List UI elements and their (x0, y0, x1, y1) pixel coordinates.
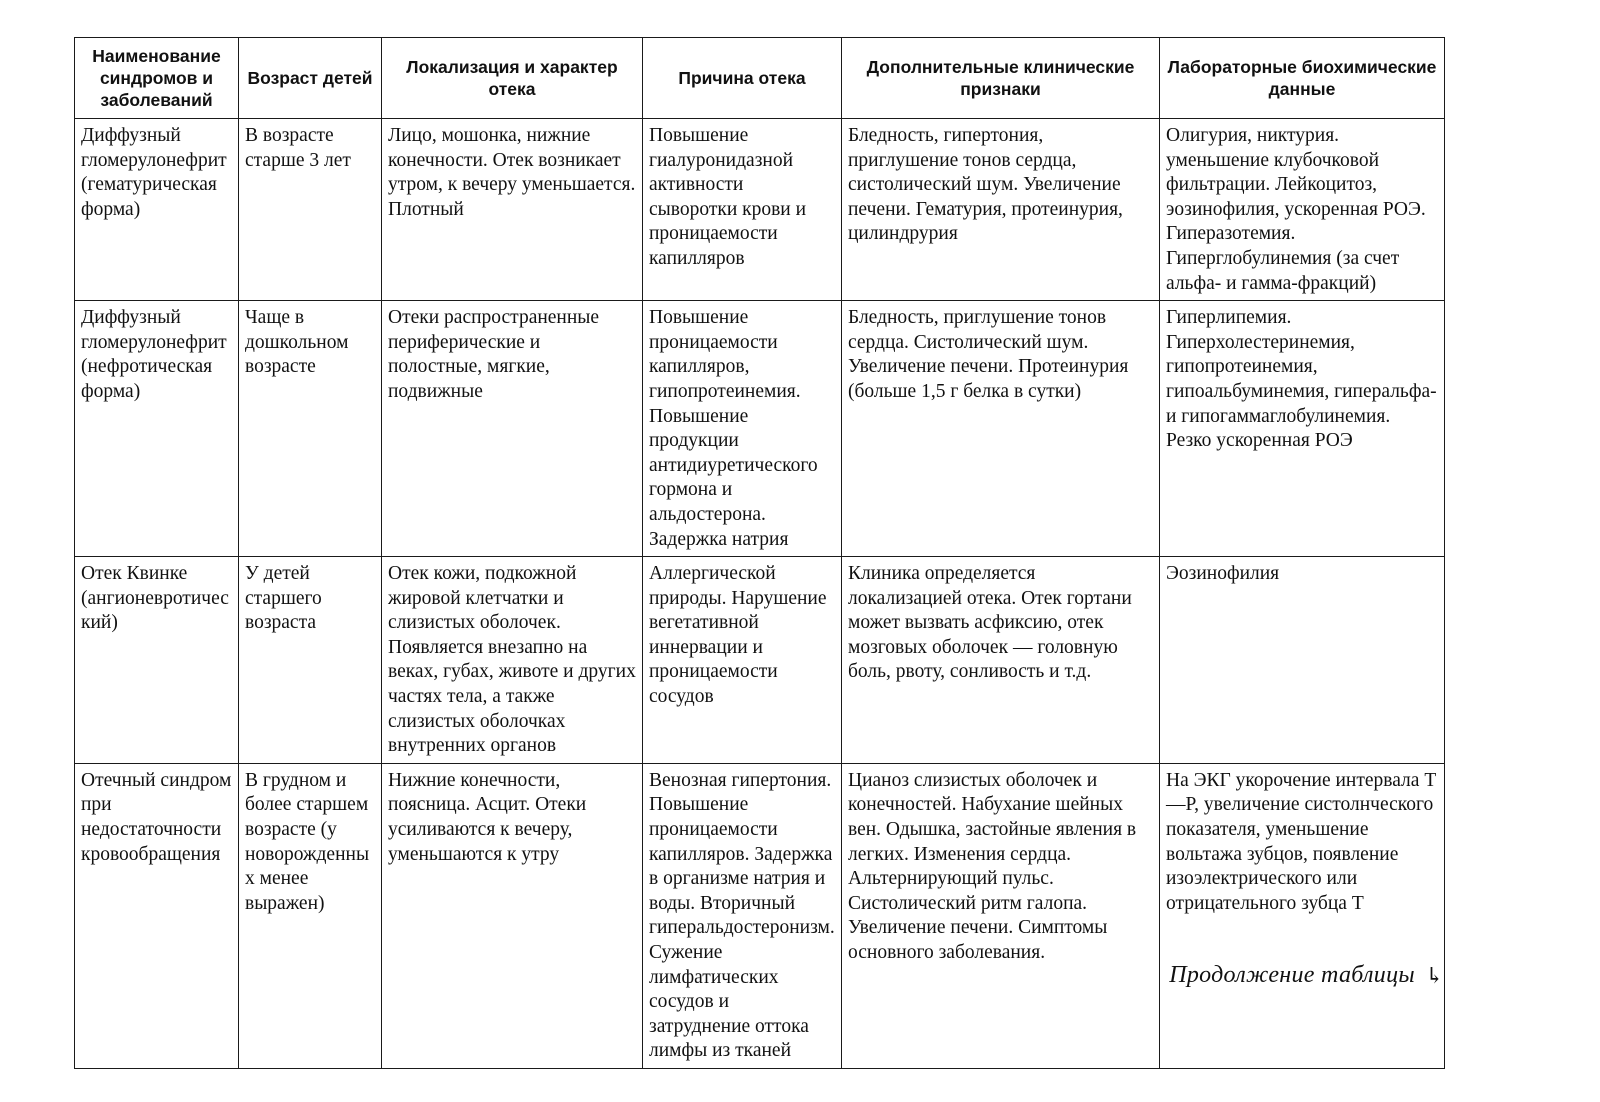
header-lab-data: Лабораторные биохимические данные (1160, 38, 1445, 119)
table-header-row (75, 38, 1445, 119)
syndromes-table (74, 37, 1445, 1069)
header-localization: Локализация и характер отека (382, 38, 643, 119)
header-cause: Причина отека (643, 38, 842, 119)
cell-age: В грудном и более старшем возрасте (у новорожденных менее выражен) (239, 763, 382, 1068)
cell-lab-data: На ЭКГ укорочение интервала T—P, увеличение систолнческого показателя, уменьшение вольтажа зубцов, появление изоэлектрического или отрицательного зубца T (1160, 763, 1445, 1068)
continuation-label: Продолжение таблицы (1169, 962, 1415, 988)
cell-lab-data: Олигурия, никтурия. уменьшение клубочковой фильтрации. Лейкоцитоз, эозинофилия, ускоренная РОЭ. Гиперазотемия. Гиперглобулинемия (за счет альфа- и гамма-фракций) (1160, 119, 1445, 301)
table-row (75, 119, 1445, 301)
table-row (75, 763, 1445, 1068)
cell-age: В возрасте старше 3 лет (239, 119, 382, 301)
table-row (75, 301, 1445, 557)
cell-localization: Отеки распространенные периферические и полостные, мягкие, подвижные (382, 301, 643, 557)
cell-localization: Отек кожи, подкожной жировой клетчатки и слизистых оболочек. Появляется внезапно на веках, губах, животе и других частях тела, а также слизистых оболочках внутренних органов (382, 557, 643, 764)
cell-localization: Нижние конечности, поясница. Асцит. Отеки усиливаются к вечеру, уменьшаются к утру (382, 763, 643, 1068)
cell-cause: Повышение гиалуронидазной активности сыворотки крови и проницаемости капилляров (643, 119, 842, 301)
cell-localization: Лицо, мошонка, нижние конечности. Отек возникает утром, к вечеру уменьшается. Плотный (382, 119, 643, 301)
cell-cause: Венозная гипертония. Повышение проницаемости капилляров. Задержка в организме натрия и воды. Вторичный гиперальдостеронизм. Сужение лимфатических сосудов и затруднение оттока лимфы из тканей (643, 763, 842, 1068)
cell-clinical-signs: Бледность, гипертония, приглушение тонов сердца, систолический шум. Увеличение печени. Гематурия, протеинурия, цилиндрурия (842, 119, 1160, 301)
cell-lab-data: Эозинофилия (1160, 557, 1445, 764)
cell-clinical-signs: Клиника определяется локализацией отека. Отек гортани может вызвать асфиксию, отек мозговых оболочек — головную боль, рвоту, сонливость и т.д. (842, 557, 1160, 764)
turn-arrow-icon: ↳ (1425, 963, 1444, 988)
header-age: Возраст детей (239, 38, 382, 119)
cell-age: Чаще в дошкольном возрасте (239, 301, 382, 557)
page (74, 37, 1444, 1069)
cell-clinical-signs: Бледность, приглушение тонов сердца. Систолический шум. Увеличение печени. Протеинурия (больше 1,5 г белка в сутки) (842, 301, 1160, 557)
cell-clinical-signs: Цианоз слизистых оболочек и конечностей. Набухание шейных вен. Одышка, застойные явления в легких. Изменения сердца. Альтернирующий пульс. Систолический ритм галопа. Увеличение печени. Симптомы основного заболевания. (842, 763, 1160, 1068)
cell-name: Диффузный гломерулонефрит (нефротическая форма) (75, 301, 239, 557)
cell-age: У детей старшего возраста (239, 557, 382, 764)
cell-cause: Повышение проницаемости капилляров, гипопротеинемия. Повышение продукции антидиуретического гормона и альдостерона. Задержка натрия (643, 301, 842, 557)
cell-lab-data: Гиперлипемия. Гиперхолестеринемия, гипопротеинемия, гипоальбуминемия, гиперальфа- и гипогаммаглобулинемия. Резко ускоренная РОЭ (1160, 301, 1445, 557)
table-row (75, 557, 1445, 764)
header-name: Наименование синдромов и заболеваний (75, 38, 239, 119)
cell-cause: Аллергической природы. Нарушение вегетативной иннервации и проницаемости сосудов (643, 557, 842, 764)
cell-name: Диффузный гломерулонефрит (гематурическая форма) (75, 119, 239, 301)
header-clinical-signs: Дополнительные клинические признаки (842, 38, 1160, 119)
cell-name: Отечный синдром при недостаточности кровообращения (75, 763, 239, 1068)
table-continuation-note (1169, 962, 1444, 989)
cell-name: Отек Квинке (ангионевротический) (75, 557, 239, 764)
